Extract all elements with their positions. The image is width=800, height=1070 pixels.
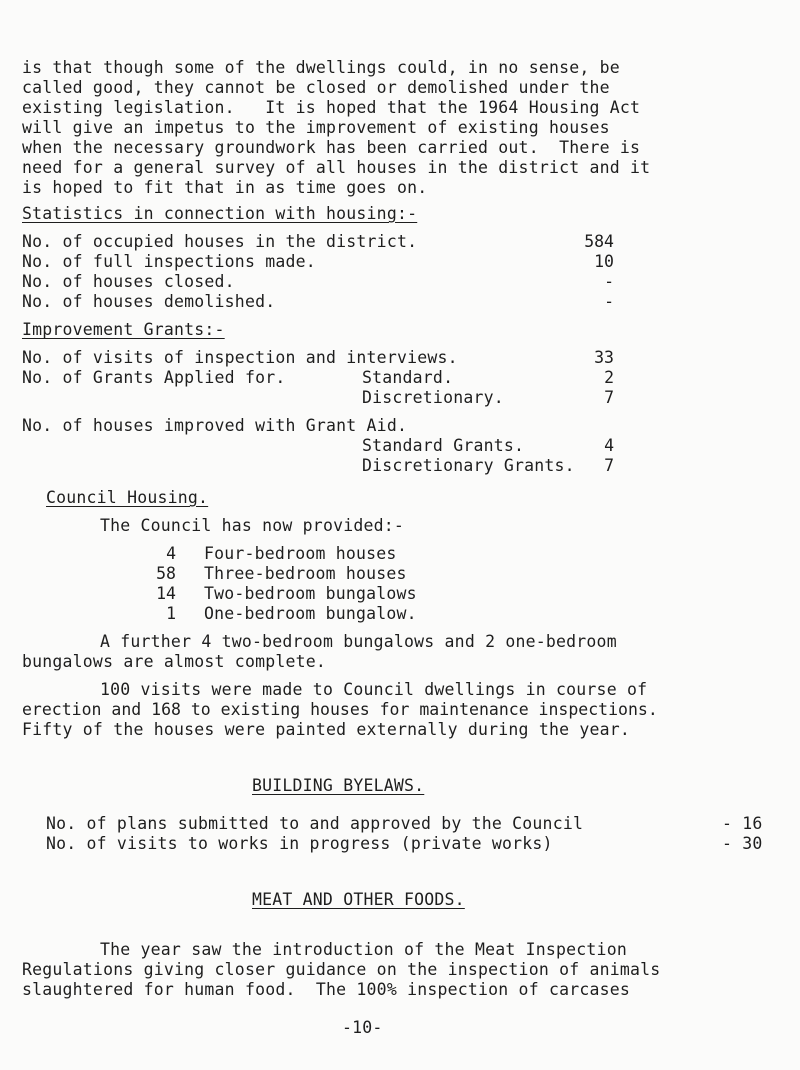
council-provided-intro: The Council has now provided:-: [100, 516, 405, 535]
meat-heading: MEAT AND OTHER FOODS.: [252, 890, 465, 909]
council-item-count: 1: [166, 604, 176, 623]
council-visits-line-1: 100 visits were made to Council dwellings in course of: [100, 680, 648, 699]
stat-label-demolished: No. of houses demolished.: [22, 292, 276, 311]
grants-discretionary-label: Discretionary.: [362, 388, 504, 407]
grants-improved-label: No. of houses improved with Grant Aid.: [22, 416, 408, 435]
council-further-line-2: bungalows are almost complete.: [22, 652, 327, 671]
intro-line-4: will give an impetus to the improvement of existing houses: [22, 118, 610, 137]
intro-line-7: is hoped to fit that in as time goes on.: [22, 178, 428, 197]
housing-stats-heading: Statistics in connection with housing:-: [22, 204, 418, 223]
council-item-label: Four-bedroom houses: [204, 544, 397, 563]
council-item-label: One-bedroom bungalow.: [204, 604, 417, 623]
stat-label-occupied: No. of occupied houses in the district.: [22, 232, 418, 251]
intro-line-2: called good, they cannot be closed or demolished under the: [22, 78, 610, 97]
grants-discretionary-grants-value: 7: [604, 456, 614, 475]
council-item-label: Two-bedroom bungalows: [204, 584, 417, 603]
grants-standard-grants-label: Standard Grants.: [362, 436, 525, 455]
stat-label-inspections: No. of full inspections made.: [22, 252, 316, 271]
council-item-count: 14: [156, 584, 176, 603]
stat-value-demolished: -: [604, 292, 614, 311]
grants-visits-value: 33: [594, 348, 614, 367]
grants-heading: Improvement Grants:-: [22, 320, 225, 339]
page-number: -10-: [342, 1018, 383, 1037]
council-item-count: 58: [156, 564, 176, 583]
bylaws-works-value: - 30: [722, 834, 763, 853]
intro-line-1: is that though some of the dwellings could, in no sense, be: [22, 58, 620, 77]
bylaws-works-label: No. of visits to works in progress (private works): [46, 834, 553, 853]
grants-applied-label: No. of Grants Applied for.: [22, 368, 286, 387]
bylaws-heading: BUILDING BYELAWS.: [252, 776, 425, 795]
council-visits-line-3: Fifty of the houses were painted externally during the year.: [22, 720, 631, 739]
stat-value-occupied: 584: [584, 232, 614, 251]
grants-standard-grants-value: 4: [604, 436, 614, 455]
council-item-count: 4: [166, 544, 176, 563]
meat-line-2: Regulations giving closer guidance on the inspection of animals: [22, 960, 661, 979]
council-visits-line-2: erection and 168 to existing houses for maintenance inspections.: [22, 700, 658, 719]
bylaws-plans-label: No. of plans submitted to and approved by the Council: [46, 814, 584, 833]
grants-discretionary-value: 7: [604, 388, 614, 407]
intro-line-6: need for a general survey of all houses in the district and it: [22, 158, 651, 177]
intro-line-3: existing legislation. It is hoped that the 1964 Housing Act: [22, 98, 641, 117]
council-heading: Council Housing.: [46, 488, 209, 507]
stat-value-inspections: 10: [594, 252, 614, 271]
council-further-line-1: A further 4 two-bedroom bungalows and 2 one-bedroom: [100, 632, 617, 651]
grants-standard-label: Standard.: [362, 368, 454, 387]
bylaws-plans-value: - 16: [722, 814, 763, 833]
stat-label-closed: No. of houses closed.: [22, 272, 235, 291]
meat-line-3: slaughtered for human food. The 100% inspection of carcases: [22, 980, 631, 999]
grants-visits-label: No. of visits of inspection and interviews.: [22, 348, 458, 367]
intro-line-5: when the necessary groundwork has been carried out. There is: [22, 138, 641, 157]
grants-standard-value: 2: [604, 368, 614, 387]
grants-discretionary-grants-label: Discretionary Grants.: [362, 456, 575, 475]
stat-value-closed: -: [604, 272, 614, 291]
meat-line-1: The year saw the introduction of the Meat Inspection: [100, 940, 627, 959]
council-item-label: Three-bedroom houses: [204, 564, 407, 583]
